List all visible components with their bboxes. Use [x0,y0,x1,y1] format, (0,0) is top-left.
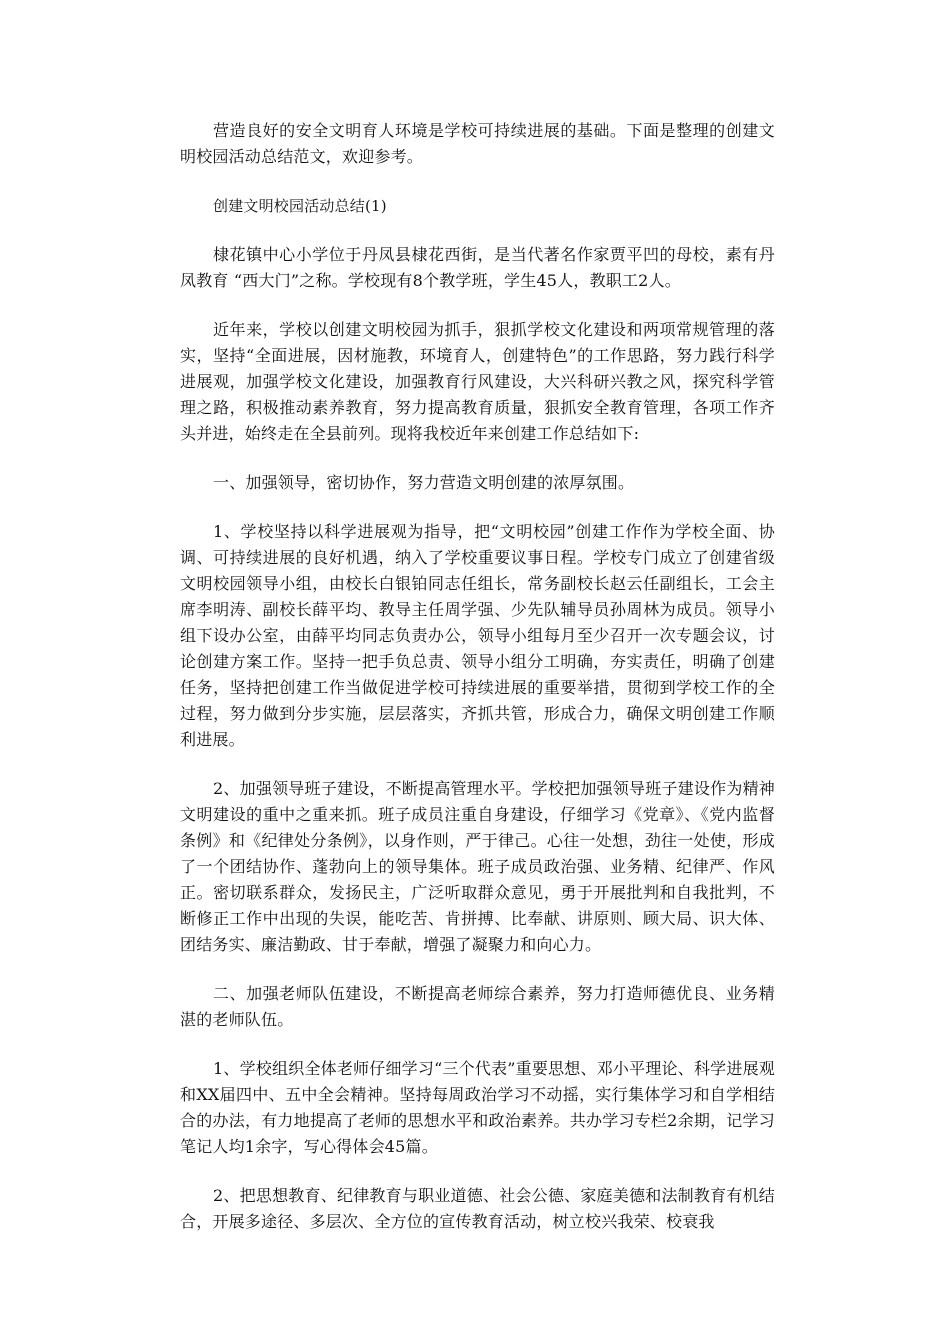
body-paragraph: 1、学校组织全体老师仔细学习“三个代表”重要思想、邓小平理论、科学进展观和XX届四中、五中全会精神。坚持每周政治学习不动摇，实行集体学习和自学相结合的办法，有力地提高了老师的思想水平和政治素养。共办学习专栏2余期，记学习笔记人均1余字，写心得体会45篇。 [180,1059,775,1156]
body-paragraph: 近年来，学校以创建文明校园为抓手，狠抓学校文化建设和两项常规管理的落实，坚持“全面进展，因材施教，环境育人，创建特色”的工作思路，努力践行科学进展观，加强学校文化建设，加强教育行风建设，大兴科研兴教之风，探究科学管理之路，积极推动素养教育，努力提高教育质量，狠抓安全教育管理，各项工作齐头并进，始终走在全县前列。现将我校近年来创建工作总结如下: [180,320,775,443]
body-paragraph: 1、学校坚持以科学进展观为指导，把“文明校园”创建工作作为学校全面、协调、可持续进展的良好机遇，纳入了学校重要议事日程。学校专门成立了创建省级文明校园领导小组，由校长白银铂同志任组长，常务副校长赵云任副组长，工会主席李明涛、副校长薛平均、教导主任周学强、少先队辅导员孙周林为成员。领导小组下设办公室，由薛平均同志负责办公，领导小组每月至少召开一次专题会议，讨论创建方案工作。坚持一把手负总责、领导小组分工明确，夯实责任，明确了创建任务，坚持把创建工作当做促进学校可持续进展的重要举措，贯彻到学校工作的全过程，努力做到分步实施，层层落实，齐抓共管，形成合力，确保文明创建工作顺利进展。 [180,522,775,749]
body-paragraph: 2、加强领导班子建设，不断提高管理水平。学校把加强领导班子建设作为精神文明建设的重中之重来抓。班子成员注重自身建设，仔细学习《党章》、《党内监督条例》和《纪律处分条例》，以身作则，严于律己。心往一处想，劲往一处使，形成了一个团结协作、蓬勃向上的领导集体。班子成员政治强、业务精、纪律严、作风正。密切联系群众，发扬民主，广泛听取群众意见，勇于开展批判和自我批判，不断修正工作中出现的失误，能吃苦、肯拼搏、比奉献、讲原则、顾大局、识大体、团结务实、廉洁勤政、甘于奉献，增强了凝聚力和向心力。 [180,779,775,954]
body-paragraph: 2、把思想教育、纪律教育与职业道德、社会公德、家庭美德和法制教育有机结合，开展多途径、多层次、全方位的宣传教育活动，树立校兴我荣、校衰我 [180,1186,775,1231]
body-paragraph: 棣花镇中心小学位于丹凤县棣花西街，是当代著名作家贾平凹的母校，素有丹凤教育 “西大门”之称。学校现有8个教学班，学生45人，教职工2人。 [180,245,775,290]
section-heading: 一、加强领导，密切协作，努力营造文明创建的浓厚氛围。 [213,473,635,492]
intro-paragraph: 营造良好的安全文明育人环境是学校可持续进展的基础。下面是整理的创建文明校园活动总结范文，欢迎参考。 [180,121,775,166]
section-heading: 二、加强老师队伍建设，不断提高老师综合素养，努力打造师德优良、业务精湛的老师队伍。 [180,984,775,1029]
document-body [180,118,775,1258]
section-title: 创建文明校园活动总结(1) [213,197,387,215]
